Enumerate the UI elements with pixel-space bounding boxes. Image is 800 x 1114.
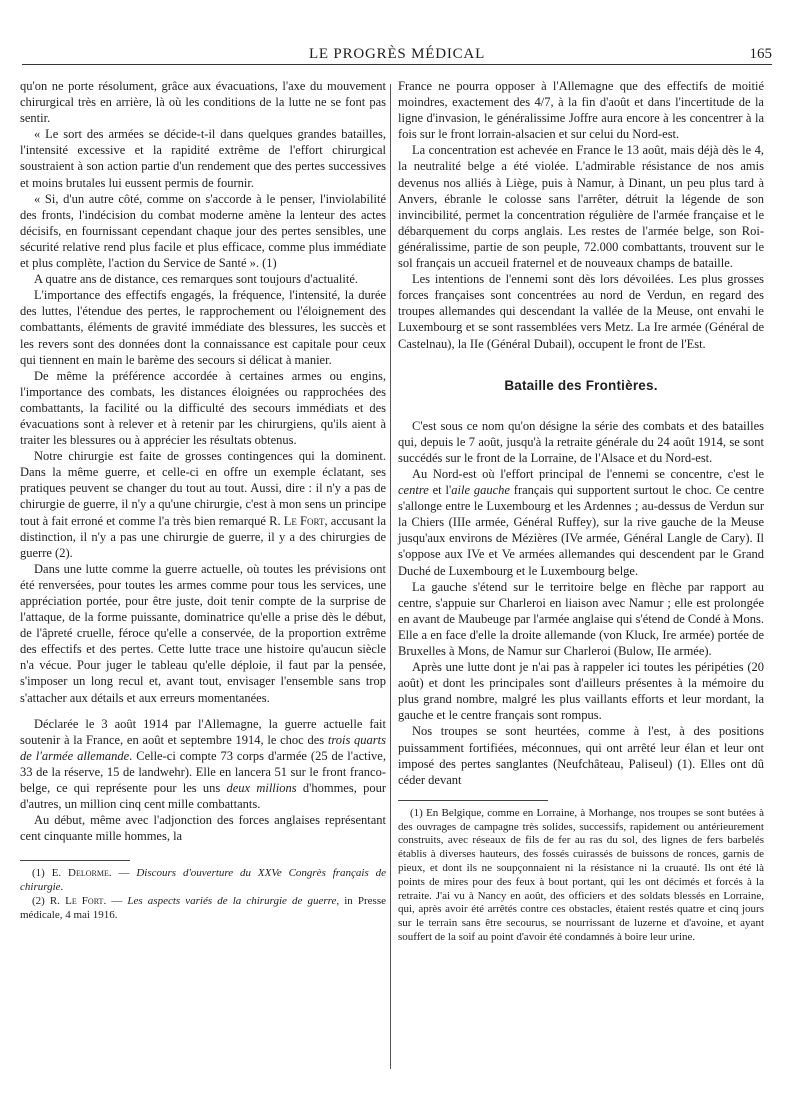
column-divider: [390, 84, 391, 1069]
paragraph: Nos troupes se sont heurtées, comme à l'est, à des positions puissamment fortifiées, méconnues, qui ont arrêté leur élan et leur ont imposé des pertes sanglantes (Neufchâteau, Paliseul) (1). Elles ont dû céder devant: [398, 724, 764, 787]
paragraph: A quatre ans de distance, ces remarques sont toujours d'actualité.: [34, 272, 359, 287]
paragraph: « Si, d'un autre côté, comme on s'accorde à le penser, l'inviolabilité des fronts, l'indécision du combat moderne amène la lenteur des actes décisifs, en fournissant cependant chaque jour des pertes sensibles, une sécurité relative rend plus facile et plus efficace, comme plus immédiate et plus complète, l'action du Service de Santé ». (1): [20, 191, 386, 271]
footnote-title: Les aspects variés de la chirurgie de guerre: [127, 895, 337, 907]
page-number: 165: [749, 46, 772, 62]
text-run: . —: [108, 867, 137, 880]
text-run: Au Nord-est où l'effort principal de l'ennemi se concentre, c'est le: [412, 466, 764, 481]
paragraph: Dans une lutte comme la guerre actuelle, où toutes les prévisions ont été renversées, pour toutes les armes comme pour tous les services, une appréciation portée, pour être juste, doit tenir compte de la surprise de l'attaque, de la forme puissante, dominatrice qu'elle a prise dès le début, de l'âpreté cruelle, féroce qu'elle a conservée, de la proportion extrême des effectifs et des pertes. Cette lutte trace une histoire qu'aucun siècle n'a vécue. Pour juger le tableau qu'elle déploie, il faut par la pensée, s'imposer un long recul et, avant tout, envisager l'ensemble sans trop s'attacher aux détails et aux erreurs momentanées.: [20, 561, 386, 705]
text-run: Notre chirurgie est faite de grosses contingences qui la dominent. Dans la même guerre, et celle-ci en offre un exemple éclatant, ses pratiques peuvent se changer du tout au tout. Aussi, dire : il n'y a pas de chirurgie de guerre, il n'y a qu'une chirurgie, c'est à mon sens un principe tout à fait erroné et comme l'a très bien remarqué: [20, 449, 386, 528]
paragraph: [20, 716, 386, 813]
footnote-rule: [20, 860, 130, 861]
footnote: (1) En Belgique, comme en Lorraine, à Morhange, nos troupes se sont butées à des ouvrages de campagne très solides, successifs, rapidement ou antérieurement construits, avec réseaux de fils de fer au ras du sol, des lignes de fers barbelés établis à diverses hauteurs, des fossés cuirassés de buissons de ronces, garnis de pieux, et dont ils ne soupçonnaient ni la résistance ni la cruauté. Ils ont été là points de mires pour des feux à bout portant, qui les ont décimés et forcés à la retraite. J'ai vu à Nancy en août, des officiers et des soldats blessés en Lorraine, qui, après avoir été arrêtés contre ces obstacles, étaient restés quatre et cinq jours sur le terrain sans être secourus, se nourrissant de luzerne et d'avoine, et ayant souffert de la soif au point d'avoir été condamnés à boire leur urine.: [398, 806, 764, 944]
spacer: [20, 706, 386, 716]
running-title: LE PROGRÈS MÉDICAL: [308, 46, 486, 62]
page-header: [22, 44, 772, 64]
text-run: d'hommes, pour d'autres, un million cinq cent mille combattants.: [20, 781, 386, 812]
text-run: et l': [428, 483, 452, 498]
italic-text: deux millions: [226, 781, 297, 796]
author-name: R. Le Fort: [269, 513, 325, 528]
text-run: . Celle-ci compte 73 corps d'armée (25 de l'active, 33 de la réserve, 15 de landwehr). Elle en lancera 51 sur le front franco-belge, ce qui représente pour les uns: [20, 748, 386, 796]
footnote-title: Discours d'ouverture du XXVe Congrès français de chirurgie: [20, 867, 387, 894]
paragraph: L'importance des effectifs engagés, la fréquence, l'intensité, la durée des luttes, l'étendue des pertes, le rapprochement ou l'éloignement des combattants, éléments de gravité immédiate des blessures, les succès et les revers sont des données dont la connaissance est capitale pour ceux qui tiennent en main le barème des secours si délicat à manier.: [20, 288, 386, 367]
text-run: .: [60, 881, 64, 894]
italic-text: trois quarts de l'armée allemande: [20, 732, 386, 763]
footnote-author: E. Delorme: [51, 867, 109, 880]
footnote: [20, 895, 386, 923]
paragraph: [398, 466, 764, 579]
header-rule: [22, 64, 772, 65]
footnote: [20, 867, 386, 895]
paragraph: La gauche s'étend sur le territoire belge en flèche par rapport au centre, s'appuie sur Charleroi en liaison avec Namur ; elle est prolongée en avant de Maubeuge par l'armée anglaise qui s'étend de Condé à Mons. Elle a en face d'elle la droite allemande (von Kluck, Ire armée) portée de Bruxelles à Mons, de Namur sur Charleroi (Bulow, IIe armée).: [398, 579, 764, 658]
paragraph: « Le sort des armées se décide-t-il dans quelques grandes batailles, l'intensité excessive et la rapidité extrême de l'effort chirurgical soustraient à son action partie d'un rendement que des pertes successives et moins brutales lui eussent permis de fournir.: [20, 127, 386, 190]
text-run: , in Presse médicale, 4 mai 1916.: [20, 895, 386, 921]
paragraph: France ne pourra opposer à l'Allemagne que des effectifs de moitié moindres, exactement des 4/7, à la fin d'août et dans l'incertitude de la ligne d'invasion, le généralissime Joffre aura encore à les concentrer à la fois sur le front lorrain-alsacien et sur celui du Nord-est.: [398, 79, 764, 142]
text-run: Déclarée le 3 août 1914 par l'Allemagne, la guerre actuelle fait soutenir à la France, en août et septembre 1914, le choc des: [20, 716, 386, 747]
left-column: [20, 78, 386, 923]
footnote-number: (1): [32, 867, 52, 880]
paragraph: De même la préférence accordée à certaines armes ou engins, l'importance des combats, les distances éloignées ou rapprochées des combattants, la facilité ou la difficulté des secours immédiats et des évacuations sont à relever et à retenir par les chirurgiens, qu'ils aient à traiter les blessures ou à apprécier les résultats obtenus.: [20, 368, 386, 448]
section-heading: Bataille des Frontières.: [504, 377, 658, 393]
paragraph: Les intentions de l'ennemi sont dès lors dévoilées. Les plus grosses forces françaises sont concentrées au nord de Verdun, en regard des troupes allemandes qui descendant la vallée de la Meuse, ont envahi le Luxembourg et se sont rassemblées vers Metz. La Ire armée (Général de Castelnau), la IIe (Général Dubail), occupent le front de l'Est.: [398, 272, 764, 351]
text-run: . —: [103, 895, 128, 907]
text-run: , accusant la distinction, il n'y a pas une chirurgie de guerre, il y a des chirurgies de guerre (2).: [20, 513, 386, 560]
footnote-number: (2): [32, 895, 50, 907]
text-run: français qui supportent surtout le choc. Ce centre s'allonge entre le Luxembourg et les Ardennes ; au-dessus de Verdun sur la Chiers (IIIe armée, Général Ruffey), sur la rive gauche de la Meuse jusqu'aux environs de Mézières (IVe armée, Général Langle de Cary). Il s'oppose aux IVe et Ve armées allemandes qui descendent par le Grand Duché de Luxembourg et le Luxembourg belge.: [398, 483, 764, 578]
paragraph: C'est sous ce nom qu'on désigne la série des combats et des batailles qui, depuis le 7 août, jusqu'à la retraite générale du 24 août 1914, se sont succédés sur le front de la Lorraine, de l'Alsace et du Nord-est.: [398, 418, 764, 465]
footnote-rule: [398, 800, 548, 801]
paragraph: La concentration est achevée en France le 13 août, mais déjà dès le 4, la neutralité belge a été violée. L'admirable résistance de nos amis devenus nos alliés à Liège, puis à Namur, à Dinant, un peu plus tard à Anvers, ébranle le colosse sans l'arrêter, détruit la légende de son invincibilité, permet la concentration régulière de l'armée française et le débarquement du corps anglais. Les restes de l'armée belge, son Roi-généralissime, partie de son peuple, 72.000 combattants, trouvent sur le sol français un accueil fraternel et de nouveaux champs de bataille.: [398, 143, 764, 271]
paragraph: [20, 448, 386, 561]
right-column: [398, 78, 764, 945]
italic-text: aile gauche: [451, 483, 510, 498]
paragraph: Après une lutte dont je n'ai pas à rappeler ici toutes les péripéties (20 août) et dont les principales sont d'ailleurs présentes à la mémoire du plus grand nombre, malgré les plus vaillants efforts et leur mordant, la gauche et le centre français sont rompus.: [398, 660, 764, 723]
paragraph: Au début, même avec l'adjonction des forces anglaises représentant cent cinquante mille hommes, la: [20, 813, 386, 844]
paragraph: qu'on ne porte résolument, grâce aux évacuations, l'axe du mouvement chirurgical très en arrière, là où les conditions de la lutte ne se font pas sentir.: [20, 79, 386, 126]
footnote-author: R. Le Fort: [49, 895, 104, 907]
italic-text: centre: [398, 483, 429, 498]
